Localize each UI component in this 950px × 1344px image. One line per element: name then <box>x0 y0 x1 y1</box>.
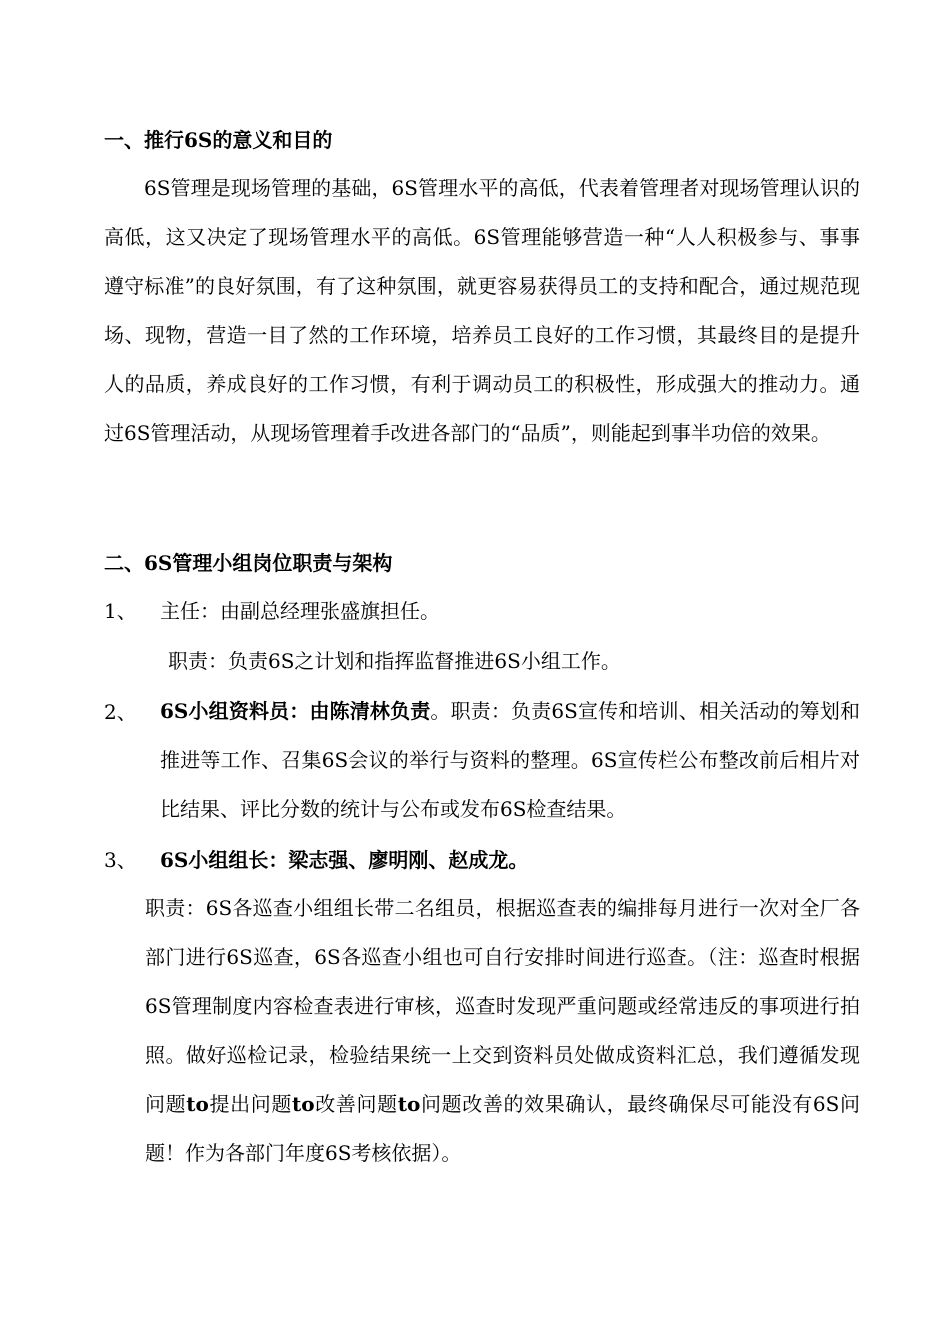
item1-number: 1、 <box>104 599 137 623</box>
item3-duty-part2: 提出问题 <box>208 1092 292 1116</box>
item3-number: 3、 <box>104 848 137 872</box>
section2-title: 二、6S管理小组岗位职责与架构 <box>104 551 393 575</box>
item3-to-2: to <box>292 1092 315 1116</box>
item3-to-3: to <box>397 1092 421 1116</box>
item1-text: 主任：由副总经理张盛旗担任。 <box>160 599 440 623</box>
item1-duty: 职责：负责6S之计划和指挥监督推进6S小组工作。 <box>168 649 621 673</box>
item3-duty-part3: 改善问题 <box>314 1092 398 1116</box>
section1-paragraph: 6S管理是现场管理的基础，6S管理水平的高低，代表着管理者对现场管理认识的高低，这又决定了现场管理水平的高低。6S管理能够营造一种“人人积极参与、事事遵守标准”的良好氛围，有了这种氛围，就更容易获得员工的支持和配合，通过规范现场、现物，营造一目了然的工作环境，培养员工良好的工作习惯，其最终目的是提升人的品质，养成良好的工作习惯，有利于调动员工的积极性，形成强大的推动力。通过6S管理活动，从现场管理着手改进各部门的“品质”，则能起到事半功倍的效果。 <box>104 176 860 445</box>
item2-title: 6S小组资料员：由陈清林负责 <box>160 699 431 723</box>
item2-paragraph <box>160 687 860 834</box>
item3-to-1: to <box>186 1092 209 1116</box>
item3-duty-part1: 职责：6S各巡查小组组长带二名组员，根据巡查表的编排每月进行一次对全厂各部门进行6S巡查，6S各巡查小组也可自行安排时间进行巡查。（注：巡查时根据6S管理制度内容检查表进行审核，巡查时发现严重问题或经常违反的事项进行拍照。做好巡检记录，检验结果统一上交到资料员处做成资料汇总，我们遵循发现问题 <box>145 896 860 1116</box>
item2-text: 。职责：负责6S宣传和培训、相关活动的筹划和推进等工作、召集6S会议的举行与资料的整理。6S宣传栏公布整改前后相片对比结果、评比分数的统计与公布或发布6S检查结果。 <box>160 699 861 821</box>
section1-title: 一、推行6S的意义和目的 <box>104 128 333 152</box>
item2-number: 2、 <box>104 700 137 724</box>
item3-duty-paragraph <box>145 884 860 1178</box>
item3-duty-part4: 问题改善的效果确认，最终确保尽可能没有6S问题！作为各部门年度6S考核依据）。 <box>145 1092 860 1165</box>
item3-title: 6S小组组长：梁志强、廖明刚、赵成龙。 <box>160 848 529 872</box>
